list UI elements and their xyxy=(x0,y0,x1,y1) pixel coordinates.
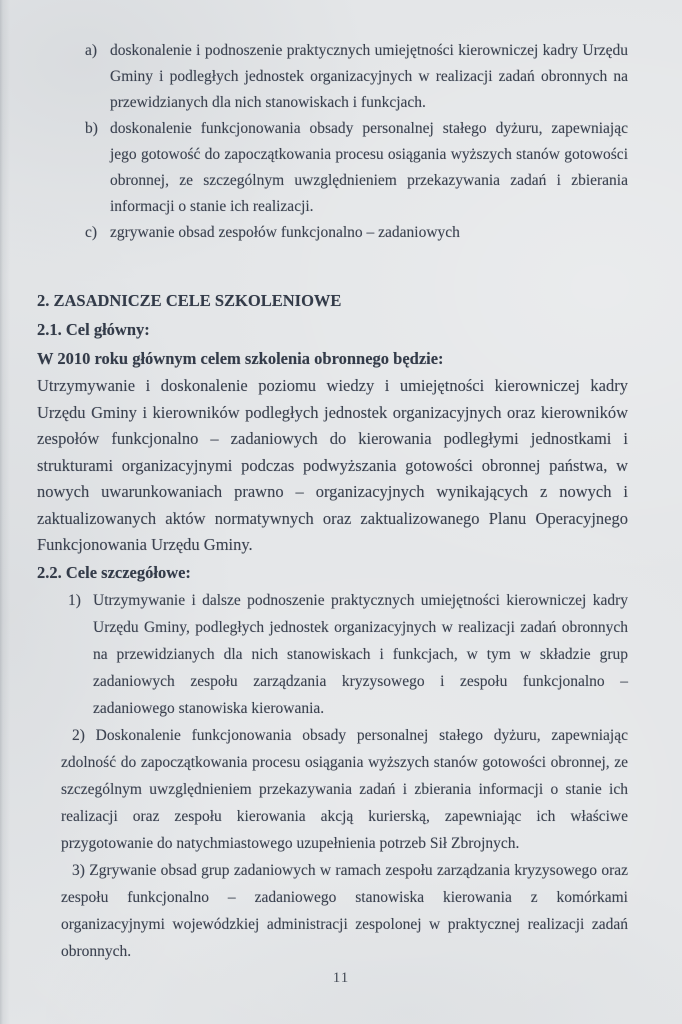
list-marker: a) xyxy=(85,42,98,59)
subsection-heading-main-goal: 2.1. Cel główny: xyxy=(37,320,150,339)
list-marker: b) xyxy=(85,120,98,137)
list-marker: 3) xyxy=(72,861,85,879)
list-item-a xyxy=(37,38,628,116)
list-item-c xyxy=(37,220,628,246)
list-marker: 1) xyxy=(68,591,81,609)
numbered-item-3 xyxy=(61,857,628,965)
list-item-text: Doskonalenie funkcjonowania obsady personalnej stałego dyżuru, zapewniając zdolność do zapoczątkowania procesu osiągania wyższych stanów gotowości obronnej, ze szczególnym uwzględnieniem przekazywania zadań i zbierania informacji o stanie ich realizacji oraz zespołu kierowania akcją kurierską, zapewniając ich właściwe przygotowanie do natychmiastowego uzupełnienia potrzeb Sił Zbrojnych. xyxy=(61,726,628,852)
list-marker: c) xyxy=(85,224,98,241)
list-marker: 2) xyxy=(72,726,85,744)
main-goal-paragraph: Utrzymywanie i doskonalenie poziomu wiedzy i umiejętności kierowniczej kadry Urzędu Gminy i kierowników podległych jednostek organizacyjnych oraz kierowników zespołów funkcjonalno – zadaniowych do kierowania podległymi jednostkami i strukturami organizacyjnymi podczas podwyższania gotowości obronnej państwa, w nowych uwarunkowaniach prawno – organizacyjnych wynikających z nowych i zaktualizowanych aktów normatywnych oraz zaktualizowanego Planu Operacyjnego Funkcjonowania Urzędu Gminy. xyxy=(37,376,628,554)
section-heading: 2. ZASADNICZE CELE SZKOLENIOWE xyxy=(37,291,342,310)
list-item-text: Zgrywanie obsad grup zadaniowych w ramach zespołu zarządzania kryzysowego oraz zespołu funkcjonalno – zadaniowego stanowiska kierowania z komórkami organizacyjnymi wojewódzkiej administracji zespolonej w praktycznej realizacji zadań obronnych. xyxy=(61,861,629,960)
numbered-item-2 xyxy=(61,722,628,857)
main-goal-lead: W 2010 roku głównym celem szkolenia obronnego będzie: xyxy=(37,349,444,368)
list-item-text: doskonalenie i podnoszenie praktycznych umiejętności kierowniczej kadry Urzędu Gminy i podległych jednostek organizacyjnych w realizacji zadań obronnych na przewidzianych dla nich stanowiskach i funkcjach. xyxy=(110,42,628,111)
ordered-list-abc xyxy=(37,38,628,246)
list-item-text: doskonalenie funkcjonowania obsady personalnej stałego dyżuru, zapewniając jego gotowość do zapoczątkowania procesu osiągania wyższych stanów gotowości obronnej, ze szczególnym uwzględnieniem przekazywania zadań i zbierania informacji o stanie ich realizacji. xyxy=(110,120,628,215)
page-content xyxy=(37,0,628,965)
page-number: 11 xyxy=(332,970,350,986)
subsection-heading-specific-goals: 2.2. Cele szczegółowe: xyxy=(37,562,191,582)
list-item-text: Utrzymywanie i dalsze podnoszenie praktycznych umiejętności kierowniczej kadry Urzędu Gminy, podległych jednostek organizacyjnych w realizacji zadań obronnych na przewidzianych dla nich stanowiskach i funkcjach, w tym w składzie grup zadaniowych zespołu zarządzania kryzysowego i zespołu funkcjonalno – zadaniowego stanowiska kierowania. xyxy=(93,591,628,717)
numbered-item-1 xyxy=(37,587,628,722)
list-item-text: zgrywanie obsad zespołów funkcjonalno – zadaniowych xyxy=(110,224,460,241)
list-item-b xyxy=(37,116,628,220)
ordered-list-numbered xyxy=(37,587,628,965)
